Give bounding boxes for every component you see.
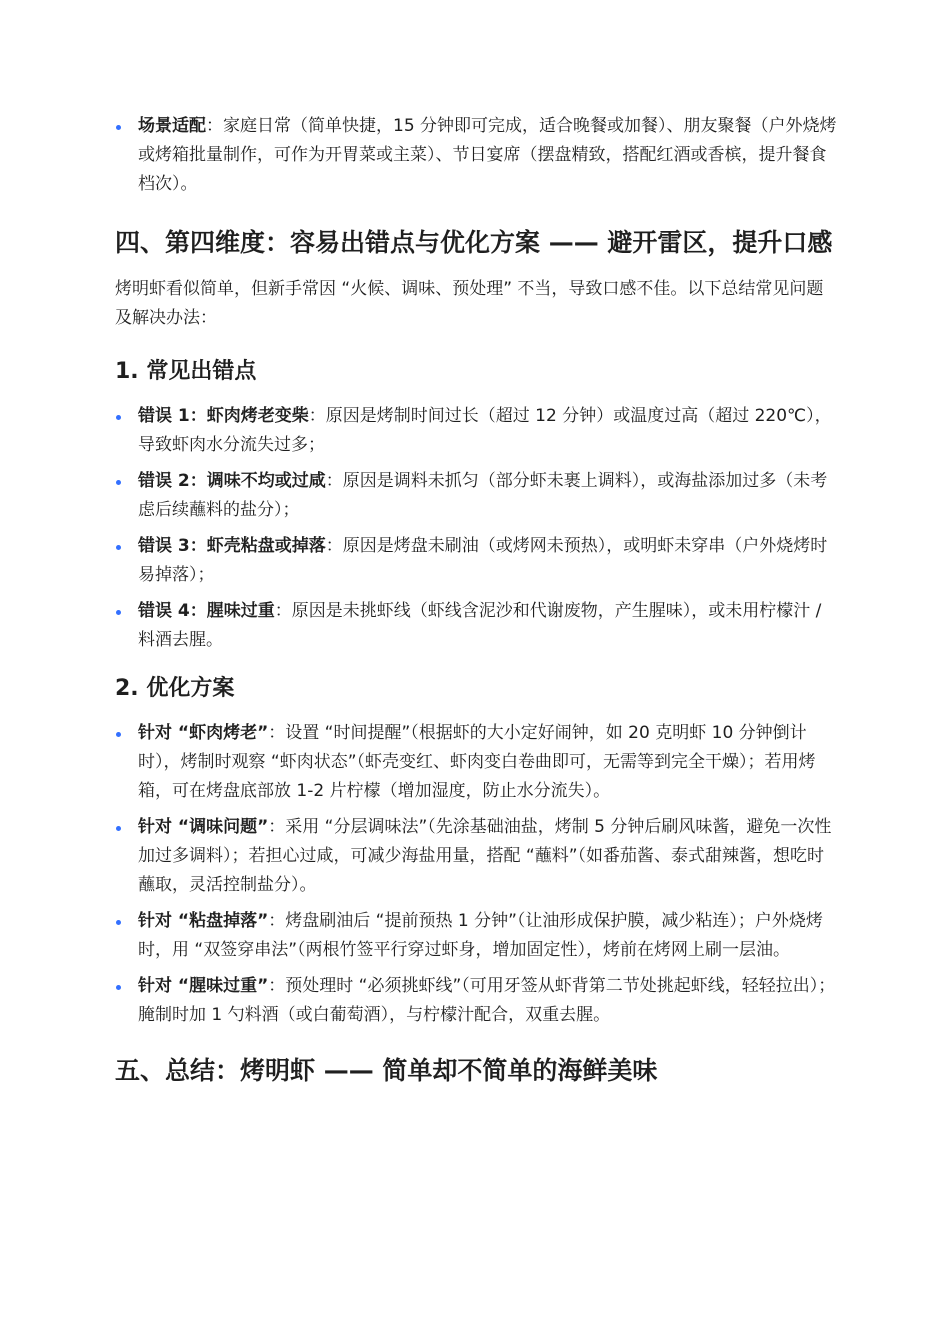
list-item (115, 907, 837, 965)
item-text: ：原因是未挑虾线（虾线含泥沙和代谢废物，产生腥味），或未用柠檬汁 / 料酒去腥。 (138, 601, 822, 650)
item-label: 场景适配 (138, 116, 206, 136)
item-label: 错误 2：调味不均或过咸 (138, 471, 326, 491)
bullet-dot-icon (116, 826, 121, 831)
item-text: ：原因是调料未抓匀（部分虾未裹上调料），或海盐添加过多（未考虑后续蘸料的盐分）； (138, 471, 828, 520)
list-item (115, 532, 837, 590)
item-label: 针对 “调味问题” (138, 817, 269, 837)
list-item (115, 972, 837, 1030)
list-item (115, 813, 837, 900)
item-text: ：设置 “时间提醒”（根据虾的大小定好闹钟，如 20 克明虾 10 分钟倒计时），烤制时观察 “虾肉状态”（虾壳变红、虾肉变白卷曲即可，无需等到完全干燥）；若用烤箱，可在烤盘底部放 1-2 片柠檬（增加湿度，防止水分流失）。 (138, 723, 816, 801)
item-text: ：家庭日常（简单快捷，15 分钟即可完成，适合晚餐或加餐）、朋友聚餐（户外烧烤或烤箱批量制作，可作为开胃菜或主菜）、节日宴席（摆盘精致，搭配红酒或香槟，提升餐食档次）。 (138, 116, 837, 194)
subsection-heading: 1. 常见出错点 (115, 359, 257, 384)
bullet-dot-icon (116, 415, 121, 420)
section-heading: 四、第四维度：容易出错点与优化方案 —— 避开雷区，提升口感 (115, 228, 833, 257)
bullet-dot-icon (116, 610, 121, 615)
list-item (115, 467, 837, 525)
bullet-dot-icon (116, 480, 121, 485)
list-item (115, 112, 837, 199)
list-item (115, 597, 837, 655)
errors-list (115, 402, 837, 655)
document-page (115, 112, 837, 1090)
item-label: 错误 3：虾壳粘盘或掉落 (138, 536, 326, 556)
item-text: ：烤盘刷油后 “提前预热 1 分钟”（让油形成保护膜，减少粘连）；户外烧烤时，用 “双签穿串法”（两根竹签平行穿过虾身，增加固定性），烤前在烤网上刷一层油。 (138, 911, 823, 960)
item-text: ：采用 “分层调味法”（先涂基础油盐，烤制 5 分钟后刷风味酱，避免一次性加过多调料）；若担心过咸，可减少海盐用量，搭配 “蘸料”（如番茄酱、泰式甜辣酱，想吃时蘸取，灵活控制盐分）。 (138, 817, 832, 895)
section-intro: 烤明虾看似简单，但新手常因 “火候、调味、预处理” 不当，导致口感不佳。以下总结常见问题及解决办法： (115, 279, 824, 328)
subsection-heading: 2. 优化方案 (115, 676, 235, 701)
item-label: 针对 “粘盘掉落” (138, 911, 269, 931)
item-label: 针对 “虾肉烤老” (138, 723, 269, 743)
list-item (115, 719, 837, 806)
bullet-dot-icon (116, 985, 121, 990)
bullet-dot-icon (116, 732, 121, 737)
item-text: ：原因是烤制时间过长（超过 12 分钟）或温度过高（超过 220℃），导致虾肉水分流失过多； (138, 406, 832, 455)
item-text: ：原因是烤盘未刷油（或烤网未预热），或明虾未穿串（户外烧烤时易掉落）； (138, 536, 828, 585)
bullet-dot-icon (116, 125, 121, 130)
section-heading: 五、总结：烤明虾 —— 简单却不简单的海鲜美味 (115, 1056, 658, 1085)
item-text: ：预处理时 “必须挑虾线”（可用牙签从虾背第二节处挑起虾线，轻轻拉出）；腌制时加 1 勺料酒（或白葡萄酒），与柠檬汁配合，双重去腥。 (138, 976, 836, 1025)
list-item (115, 402, 837, 460)
item-label: 错误 1：虾肉烤老变柴 (138, 406, 309, 426)
fixes-list (115, 719, 837, 1030)
bullet-dot-icon (116, 920, 121, 925)
scene-list (115, 112, 837, 199)
item-label: 错误 4：腥味过重 (138, 601, 275, 621)
bullet-dot-icon (116, 545, 121, 550)
item-label: 针对 “腥味过重” (138, 976, 269, 996)
